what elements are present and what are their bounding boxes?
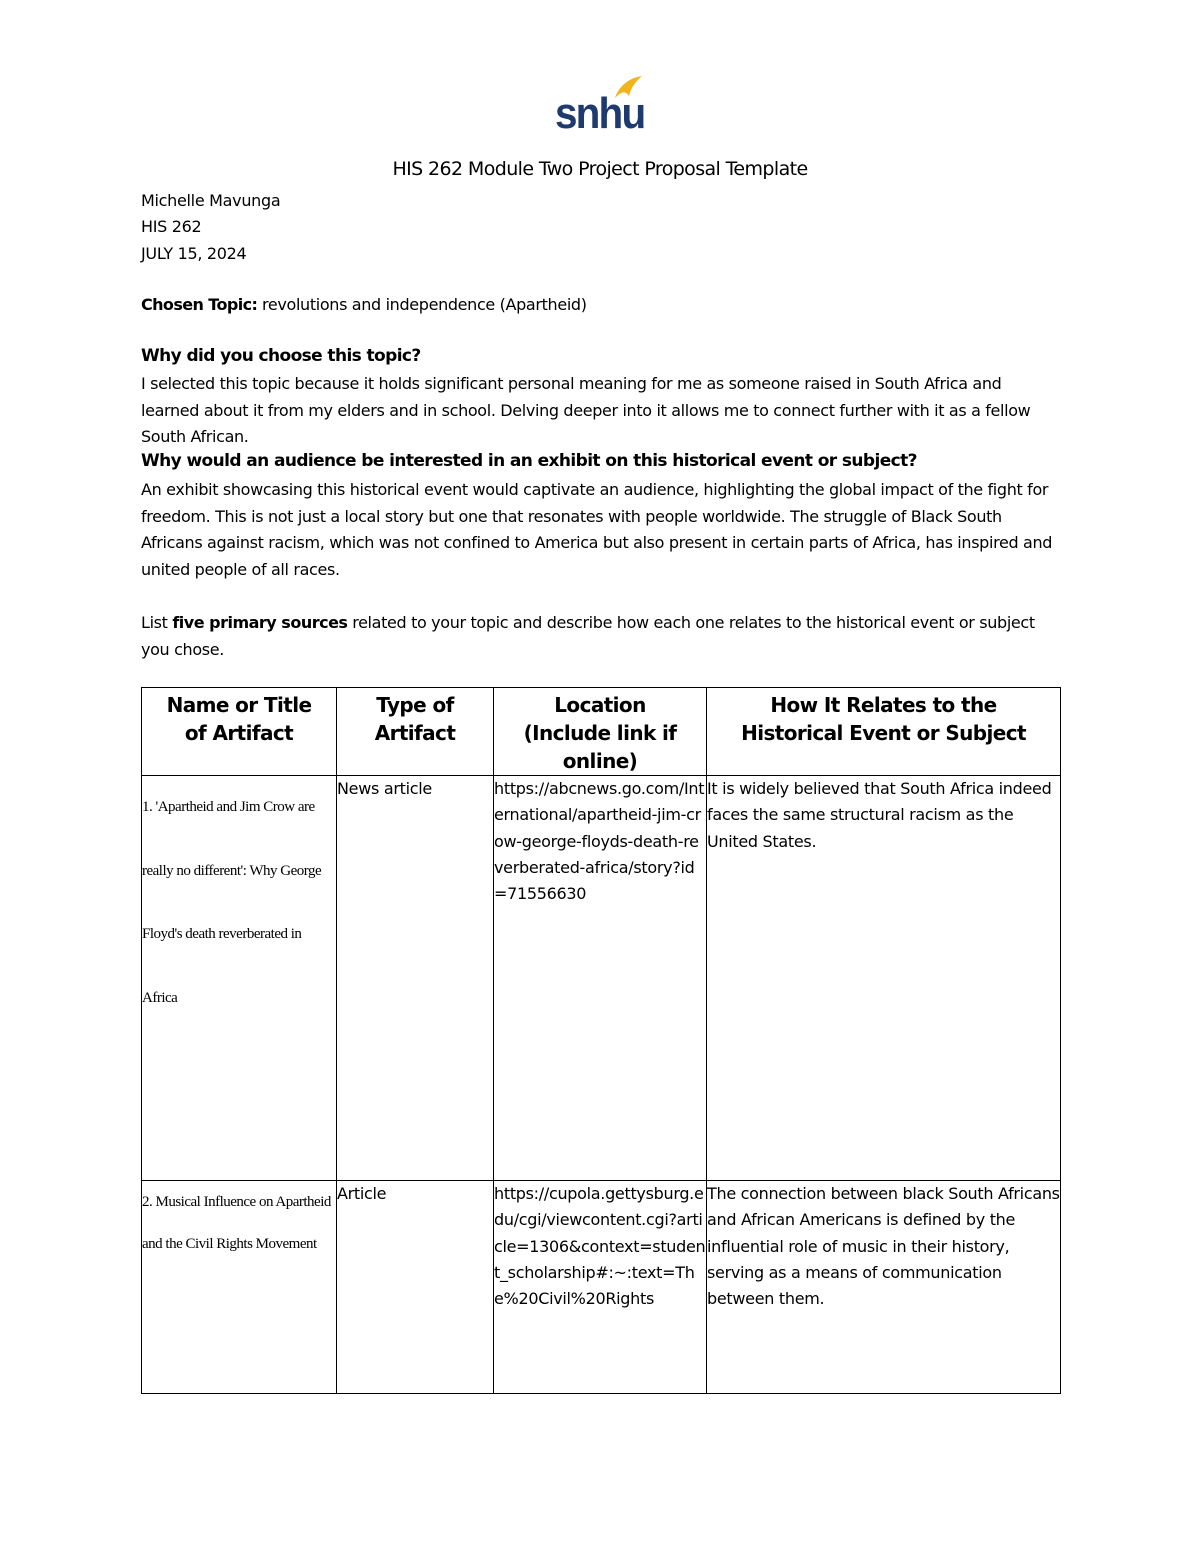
table-header-row xyxy=(142,688,1061,776)
header-location: Location (Include link if online) xyxy=(494,688,707,776)
snhu-logo xyxy=(555,74,645,136)
chosen-topic-value: revolutions and independence (Apartheid) xyxy=(262,295,587,314)
table-row xyxy=(142,1181,1061,1394)
chosen-topic-label: Chosen Topic: xyxy=(141,295,258,314)
header-type: Type of Artifact xyxy=(337,688,494,776)
table-row xyxy=(142,776,1061,1181)
chosen-topic xyxy=(141,292,1061,319)
header-relation: How It Relates to the Historical Event or Subject xyxy=(707,688,1061,776)
document-title: HIS 262 Module Two Project Proposal Template xyxy=(392,158,808,180)
primary-sources-table xyxy=(141,687,1061,1394)
source-relation: The connection between black South Africans and African Americans is defined by the influential role of music in their history, serving as a means of communication between them. xyxy=(707,1181,1061,1394)
audience-heading: Why would an audience be interested in an exhibit on this historical event or subject? xyxy=(141,451,917,471)
source-type: Article xyxy=(337,1181,494,1394)
source-type: News article xyxy=(337,776,494,1181)
course-code: HIS 262 xyxy=(141,217,202,236)
source-name: 2. Musical Influence on Apartheid and the Civil Rights Movement xyxy=(142,1181,337,1394)
source-relation: It is widely believed that South Africa indeed faces the same structural racism as the United States. xyxy=(707,776,1061,1181)
submission-date: JULY 15, 2024 xyxy=(141,244,247,263)
source-location: https://abcnews.go.com/International/apartheid-jim-crow-george-floyds-death-reverberated-africa/story?id=71556630 xyxy=(494,776,707,1181)
source-name: 1. 'Apartheid and Jim Crow are really no different': Why George Floyd's death reverberated in Africa xyxy=(142,776,337,1181)
why-topic-heading: Why did you choose this topic? xyxy=(141,346,421,366)
why-topic-answer: I selected this topic because it holds significant personal meaning for me as someone raised in South Africa and learned about it from my elders and in school. Delving deeper into it allows me to connect further with it as a fellow South African. xyxy=(141,374,1031,446)
logo-wordmark: snhu xyxy=(555,89,645,138)
header-name: Name or Title of Artifact xyxy=(142,688,337,776)
sources-instructions xyxy=(141,610,1061,663)
instructions-prefix: List xyxy=(141,613,173,632)
instructions-suffix: related to your topic and describe how each one relates to the historical event or subject you chose. xyxy=(141,613,1035,659)
source-location: https://cupola.gettysburg.edu/cgi/viewcontent.cgi?article=1306&context=student_scholarship#:~:text=The%20Civil%20Rights xyxy=(494,1181,707,1394)
instructions-bold: five primary sources xyxy=(172,613,348,632)
student-name: Michelle Mavunga xyxy=(141,191,281,210)
audience-answer: An exhibit showcasing this historical event would captivate an audience, highlighting the global impact of the fight for freedom. This is not just a local story but one that resonates with people worldwide. The struggle of Black South Africans against racism, which was not confined to America but also present in certain parts of Africa, has inspired and united people of all races. xyxy=(141,480,1053,579)
